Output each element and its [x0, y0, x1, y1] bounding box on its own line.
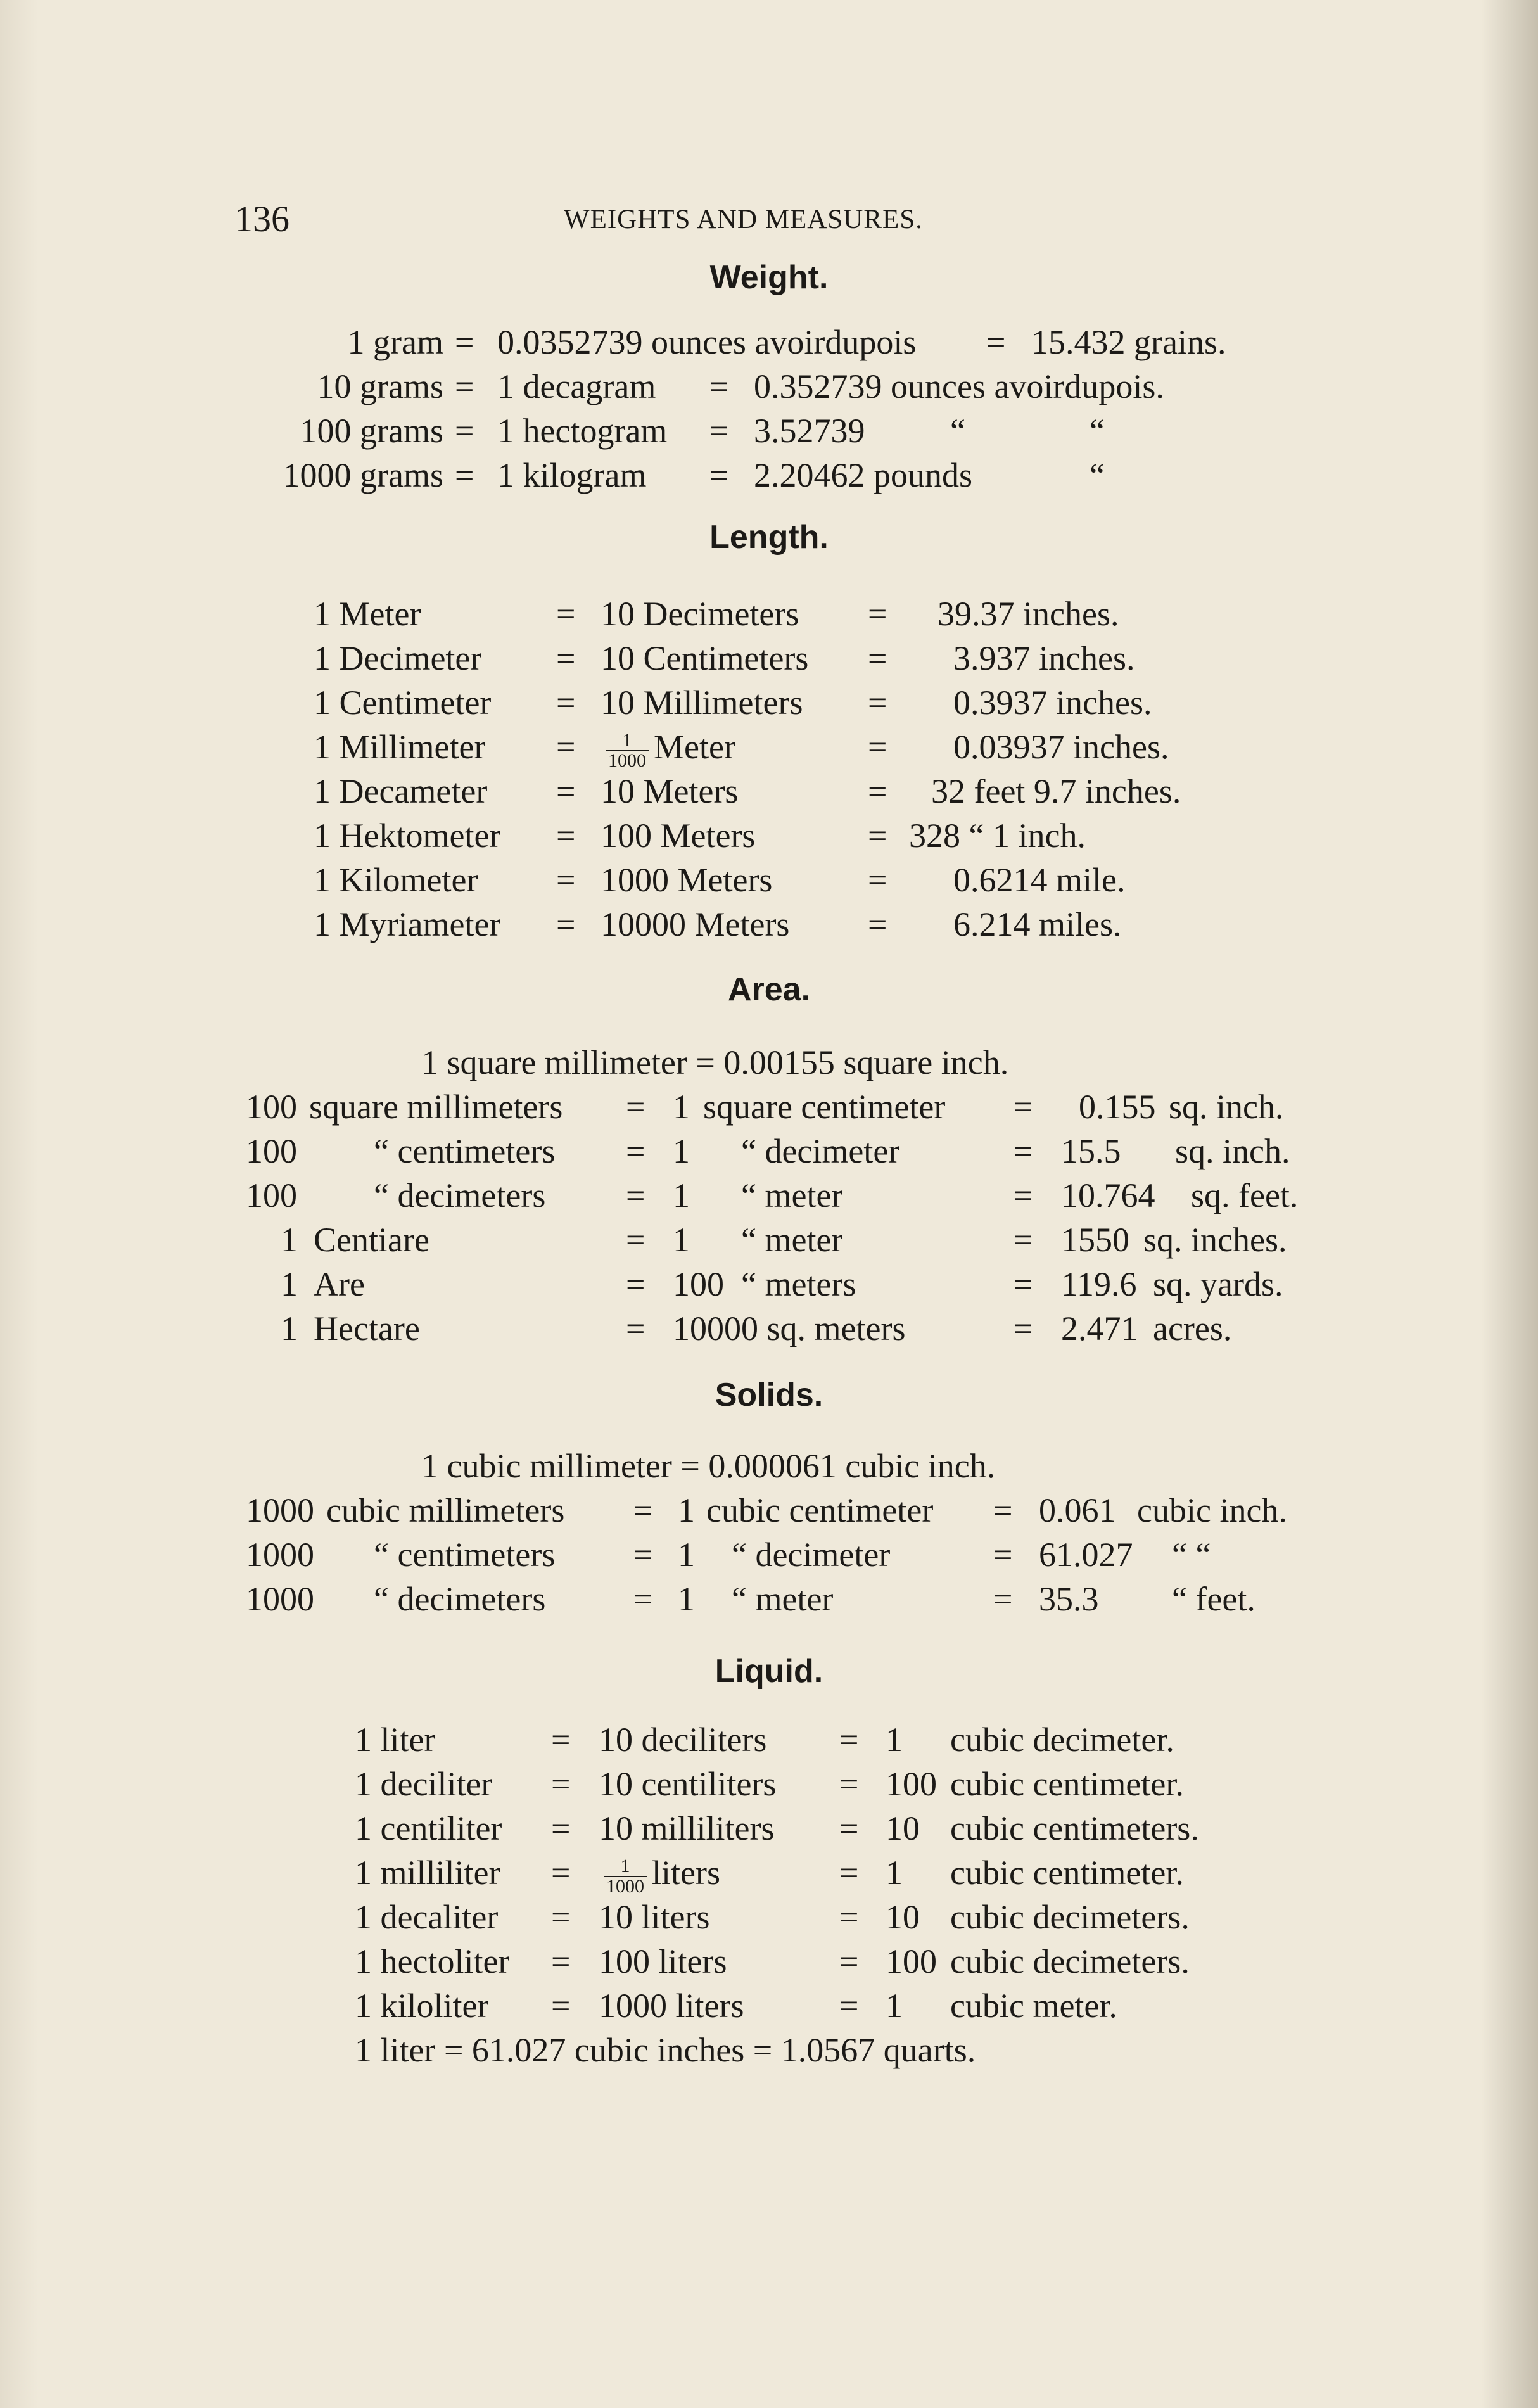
area-cell-value: 15.5 [1061, 1132, 1121, 1170]
length-cell-equivalent: 10 Meters [601, 772, 739, 810]
page-edge-shadow-left [0, 0, 38, 2408]
weight-cell-conversion: 3.52739 [754, 412, 865, 450]
area-cell-unit: “ meter [741, 1221, 843, 1259]
liquid-cell-equals: = [839, 1898, 859, 1936]
weight-cell-conversion: 2.20462 pounds [754, 456, 973, 494]
length-cell-unit: 1 Meter [314, 595, 421, 633]
ditto-mark: “ [1090, 456, 1105, 494]
weight-section-title: Weight. [709, 259, 829, 296]
area-cell-unit: “ decimeters [374, 1176, 546, 1214]
liquid-cell-unit: 1 deciliter [355, 1765, 493, 1803]
area-cell-value: 119.6 [1061, 1265, 1137, 1303]
fraction-one-thousandth [604, 1857, 647, 1896]
liquid-cell-count: 10 [886, 1898, 920, 1936]
liquid-cell-count: 100 [886, 1942, 937, 1980]
liquid-cell-cubic-unit: cubic centimeter. [950, 1765, 1184, 1803]
liquid-cell-equivalent: 10 liters [599, 1898, 710, 1936]
solids-cell-count: 1 [678, 1491, 695, 1529]
liquid-cell-equals: = [551, 1987, 571, 2025]
area-cell-equals: = [1014, 1265, 1033, 1303]
length-cell-equals: = [556, 905, 576, 943]
weight-cell-quantity: 1 gram [347, 323, 443, 361]
ditto-mark: “ [1090, 412, 1105, 450]
length-cell-inches: 0.6214 mile. [953, 861, 1126, 899]
area-cell-unit: “ meters [741, 1265, 856, 1303]
length-cell-inches: 328 “ 1 inch. [909, 817, 1086, 855]
length-cell-inches: 32 feet 9.7 inches. [931, 772, 1181, 810]
ditto-mark: “ [950, 412, 965, 450]
length-cell-equivalent: 10 Millimeters [601, 684, 803, 722]
liquid-fraction-unit: liters [652, 1854, 720, 1892]
liquid-section-title: Liquid. [715, 1653, 823, 1690]
solids-cell-value: 0.061 [1039, 1491, 1116, 1529]
liquid-cell-cubic-unit: cubic centimeters. [950, 1809, 1199, 1847]
weight-cell-equals: = [986, 323, 1006, 361]
length-cell-inches: 3.937 inches. [953, 639, 1135, 677]
length-cell-equivalent: 1000 Meters [601, 861, 773, 899]
area-cell-equals: = [1014, 1176, 1033, 1214]
liquid-cell-equals: = [839, 1721, 859, 1759]
solids-cell-equals: = [633, 1580, 653, 1618]
solids-cell-equals: = [633, 1536, 653, 1574]
area-cell-unit: “ centimeters [374, 1132, 556, 1170]
area-cell-equals: = [1014, 1309, 1033, 1347]
area-cell-value: 10.764 [1061, 1176, 1155, 1214]
solids-cell-value: 35.3 [1039, 1580, 1099, 1618]
solids-cell-cubic-unit: cubic inch. [1137, 1491, 1287, 1529]
length-cell-inches: 0.03937 inches. [953, 728, 1169, 766]
area-cell-count: 1 [673, 1221, 690, 1259]
length-cell-inches: 6.214 miles. [953, 905, 1122, 943]
length-cell-unit: 1 Centimeter [314, 684, 492, 722]
solids-cell-unit: cubic centimeter [706, 1491, 934, 1529]
length-cell-equals: = [556, 639, 576, 677]
liquid-cell-cubic-unit: cubic decimeter. [950, 1721, 1174, 1759]
area-cell-unit: “ meter [741, 1176, 843, 1214]
area-cell-value: 0.155 [1079, 1088, 1156, 1126]
weight-cell-equals: = [455, 323, 474, 361]
solids-cell-count: 1 [678, 1536, 695, 1574]
length-cell-equals: = [556, 772, 576, 810]
liquid-cell-equals: = [551, 1809, 571, 1847]
liquid-cell-count: 100 [886, 1765, 937, 1803]
length-cell-equals: = [868, 639, 887, 677]
solids-cell-cubic-unit: “ feet. [1172, 1580, 1255, 1618]
fraction-numerator: 1 [606, 731, 649, 751]
liquid-cell-unit: 1 kiloliter [355, 1987, 489, 2025]
area-cell-count: 1 [673, 1088, 690, 1126]
area-cell-unit: Are [314, 1265, 365, 1303]
area-cell-unit: square millimeters [309, 1088, 563, 1126]
area-cell-unit: Centiare [314, 1221, 429, 1259]
weight-cell-quantity: 1000 grams [283, 456, 443, 494]
solids-cell-unit: “ decimeter [732, 1536, 891, 1574]
liquid-cell-equals: = [551, 1854, 571, 1892]
length-cell-equivalent: 10 Centimeters [601, 639, 809, 677]
weight-cell-conversion: 15.432 grains. [1031, 323, 1226, 361]
area-cell-value: 2.471 [1061, 1309, 1138, 1347]
fraction-denominator: 1000 [606, 1875, 644, 1897]
area-cell-equals: = [626, 1309, 645, 1347]
solids-cell-equals: = [993, 1491, 1013, 1529]
length-cell-equivalent: 100 Meters [601, 817, 756, 855]
area-cell-unit: “ decimeter [741, 1132, 900, 1170]
solids-section-title: Solids. [715, 1377, 823, 1413]
weight-cell-equals: = [455, 456, 474, 494]
liquid-cell-unit: 1 decaliter [355, 1898, 499, 1936]
solids-cell-unit: “ decimeters [374, 1580, 546, 1618]
fraction-numerator: 1 [604, 1857, 647, 1877]
area-cell-count: 1 [673, 1176, 690, 1214]
liquid-cell-cubic-unit: cubic centimeter. [950, 1854, 1184, 1892]
length-cell-unit: 1 Kilometer [314, 861, 478, 899]
running-head: WEIGHTS AND MEASURES. [564, 205, 923, 234]
length-cell-equivalent: 10 Decimeters [601, 595, 799, 633]
length-cell-equals: = [556, 728, 576, 766]
liquid-cell-equivalent: 10 centiliters [599, 1765, 777, 1803]
weight-cell-equals: = [709, 456, 729, 494]
liquid-cell-equals: = [551, 1765, 571, 1803]
liquid-cell-cubic-unit: cubic decimeters. [950, 1942, 1190, 1980]
length-fraction-unit: Meter [654, 728, 735, 766]
area-cell-count: 100 [673, 1265, 724, 1303]
weight-cell-quantity: 100 grams [300, 412, 443, 450]
solids-cell-count: 1000 [246, 1491, 314, 1529]
weight-cell-quantity: 10 grams [317, 367, 443, 405]
area-cell-count: 10000 sq. meters [673, 1309, 906, 1347]
area-cell-sq-unit: sq. inch. [1175, 1132, 1290, 1170]
length-cell-equals: = [556, 684, 576, 722]
fraction-denominator: 1000 [608, 749, 646, 771]
area-cell-value: 1550 [1061, 1221, 1129, 1259]
area-cell-equals: = [1014, 1221, 1033, 1259]
length-cell-equals: = [868, 772, 887, 810]
weight-cell-equivalent: 1 hectogram [497, 412, 668, 450]
area-first-line: 1 square millimeter = 0.00155 square inch. [421, 1043, 1009, 1081]
length-cell-equivalent [601, 725, 735, 770]
area-cell-count: 1 [281, 1221, 298, 1259]
weight-cell-equivalent: 1 kilogram [497, 456, 647, 494]
length-cell-equals: = [868, 905, 887, 943]
solids-cell-equals: = [633, 1491, 653, 1529]
solids-cell-equals: = [993, 1536, 1013, 1574]
weight-cell-equals: = [709, 367, 729, 405]
solids-cell-count: 1000 [246, 1580, 314, 1618]
area-cell-unit: Hectare [314, 1309, 420, 1347]
area-cell-count: 100 [246, 1088, 297, 1126]
solids-first-line: 1 cubic millimeter = 0.000061 cubic inch. [421, 1447, 996, 1485]
solids-cell-value: 61.027 [1039, 1536, 1133, 1574]
liquid-cell-equals: = [551, 1721, 571, 1759]
weight-cell-equivalent: 1 decagram [497, 367, 656, 405]
solids-cell-unit: “ meter [732, 1580, 834, 1618]
length-cell-unit: 1 Decameter [314, 772, 488, 810]
length-cell-equals: = [868, 817, 887, 855]
liquid-cell-count: 1 [886, 1987, 903, 2025]
liquid-cell-equals: = [839, 1987, 859, 2025]
length-cell-equals: = [868, 684, 887, 722]
liquid-cell-equivalent: 10 deciliters [599, 1721, 767, 1759]
area-cell-sq-unit: sq. inch. [1169, 1088, 1284, 1126]
weight-cell-equals: = [709, 412, 729, 450]
liquid-cell-equivalent: 100 liters [599, 1942, 727, 1980]
area-cell-sq-unit: sq. inches. [1143, 1221, 1287, 1259]
liquid-cell-equals: = [839, 1765, 859, 1803]
solids-cell-count: 1 [678, 1580, 695, 1618]
liquid-cell-equivalent [599, 1851, 720, 1896]
area-cell-equals: = [1014, 1088, 1033, 1126]
area-cell-count: 100 [246, 1176, 297, 1214]
solids-cell-unit: cubic millimeters [326, 1491, 565, 1529]
area-cell-sq-unit: acres. [1153, 1309, 1232, 1347]
solids-cell-equals: = [993, 1580, 1013, 1618]
liquid-cell-unit: 1 centiliter [355, 1809, 502, 1847]
length-cell-equals: = [868, 728, 887, 766]
liquid-cell-unit: 1 milliliter [355, 1854, 500, 1892]
liquid-cell-count: 1 [886, 1854, 903, 1892]
liquid-cell-equivalent: 1000 liters [599, 1987, 744, 2025]
area-cell-equals: = [626, 1088, 645, 1126]
solids-cell-cubic-unit: “ “ [1172, 1536, 1211, 1574]
liquid-cell-equals: = [551, 1898, 571, 1936]
area-cell-equals: = [626, 1221, 645, 1259]
liquid-cell-unit: 1 liter [355, 1721, 436, 1759]
length-cell-inches: 39.37 inches. [937, 595, 1119, 633]
area-cell-equals: = [1014, 1132, 1033, 1170]
fraction-one-thousandth [606, 731, 649, 770]
area-cell-sq-unit: sq. yards. [1153, 1265, 1283, 1303]
solids-cell-count: 1000 [246, 1536, 314, 1574]
area-cell-count: 100 [246, 1132, 297, 1170]
area-cell-sq-unit: sq. feet. [1191, 1176, 1299, 1214]
area-cell-count: 1 [281, 1265, 298, 1303]
liquid-cell-count: 1 [886, 1721, 903, 1759]
area-cell-count: 1 [281, 1309, 298, 1347]
area-cell-equals: = [626, 1132, 645, 1170]
page-edge-shadow-right [1481, 0, 1538, 2408]
liquid-cell-equals: = [839, 1942, 859, 1980]
liquid-cell-equals: = [551, 1942, 571, 1980]
liquid-cell-cubic-unit: cubic meter. [950, 1987, 1117, 2025]
length-section-title: Length. [709, 519, 829, 556]
liquid-cell-unit: 1 hectoliter [355, 1942, 510, 1980]
page-header [234, 198, 1311, 242]
area-cell-count: 1 [673, 1132, 690, 1170]
area-cell-equals: = [626, 1265, 645, 1303]
length-cell-unit: 1 Millimeter [314, 728, 486, 766]
liquid-cell-cubic-unit: cubic decimeters. [950, 1898, 1190, 1936]
solids-cell-unit: “ centimeters [374, 1536, 556, 1574]
liquid-cell-count: 10 [886, 1809, 920, 1847]
length-cell-equivalent: 10000 Meters [601, 905, 790, 943]
weight-cell-equals: = [455, 412, 474, 450]
length-cell-unit: 1 Hektometer [314, 817, 501, 855]
weight-cell-equivalent: 0.0352739 ounces avoirdupois [497, 323, 917, 361]
weight-cell-conversion: 0.352739 ounces avoirdupois. [754, 367, 1164, 405]
length-cell-unit: 1 Decimeter [314, 639, 482, 677]
area-cell-unit: square centimeter [703, 1088, 946, 1126]
length-cell-equals: = [556, 595, 576, 633]
area-cell-equals: = [626, 1176, 645, 1214]
liquid-cell-equivalent: 10 milliliters [599, 1809, 775, 1847]
liquid-cell-equals: = [839, 1809, 859, 1847]
liquid-last-line: 1 liter = 61.027 cubic inches = 1.0567 quarts. [355, 2031, 976, 2069]
weight-cell-equals: = [455, 367, 474, 405]
length-cell-inches: 0.3937 inches. [953, 684, 1152, 722]
length-cell-unit: 1 Myriameter [314, 905, 501, 943]
length-cell-equals: = [556, 817, 576, 855]
length-cell-equals: = [556, 861, 576, 899]
liquid-cell-equals: = [839, 1854, 859, 1892]
page-number: 136 [234, 198, 289, 239]
length-cell-equals: = [868, 861, 887, 899]
area-section-title: Area. [727, 971, 811, 1008]
length-cell-equals: = [868, 595, 887, 633]
